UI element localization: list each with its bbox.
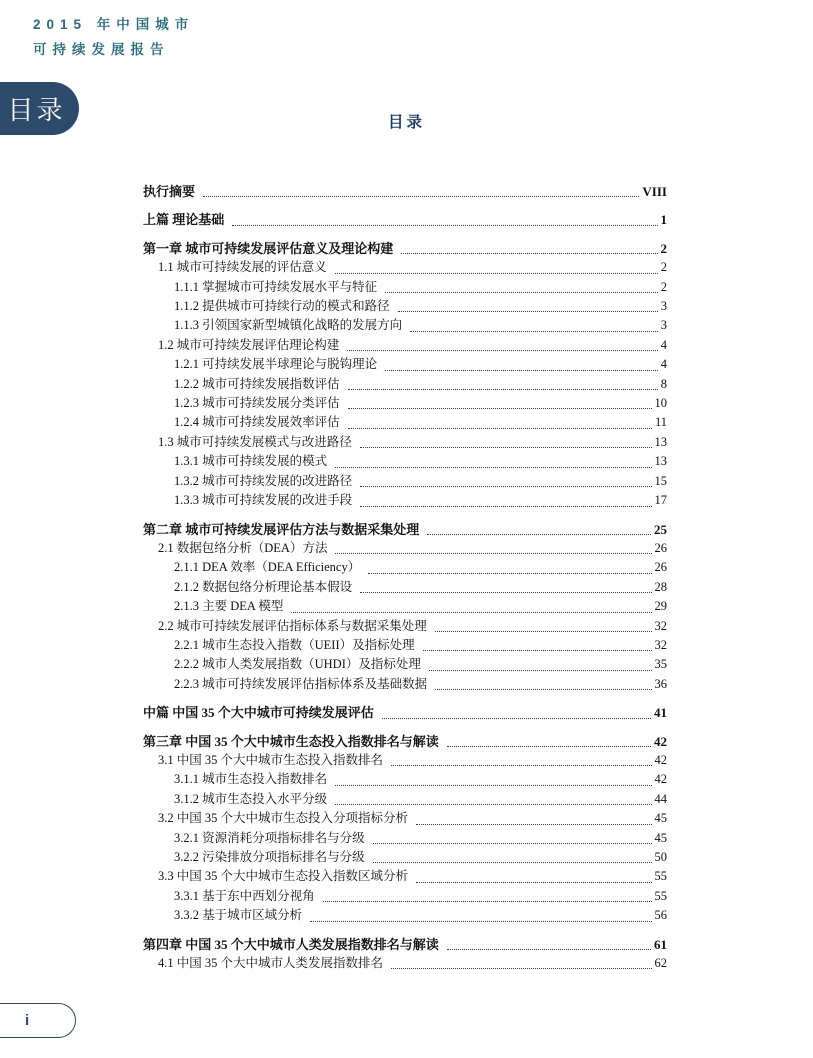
toc-entry-label: 第二章 城市可持续发展评估方法与数据采集处理 — [143, 521, 420, 537]
toc-entry-label: 3.3 中国 35 个大中城市生态投入指数区域分析 — [158, 869, 409, 884]
dot-leader — [347, 350, 657, 351]
toc-entry-label: 3.2 中国 35 个大中城市生态投入分项指标分析 — [158, 811, 409, 826]
toc-entry-page: 2 — [660, 260, 667, 275]
dot-leader — [416, 882, 651, 883]
toc-entry — [143, 472, 667, 491]
toc-entry-page: 3 — [660, 318, 667, 333]
toc-entry-page: 15 — [654, 473, 667, 488]
toc-entry-label: 1.1 城市可持续发展的评估意义 — [158, 260, 327, 275]
dot-leader — [429, 670, 652, 671]
toc-entry — [143, 790, 667, 809]
toc-entry-label: 2.1.3 主要 DEA 模型 — [174, 599, 284, 614]
toc-entry — [143, 935, 667, 954]
dot-leader — [435, 689, 651, 690]
toc-entry-label: 1.2.1 可持续发展半球理论与脱钩理论 — [174, 357, 378, 372]
dot-leader — [348, 389, 658, 390]
toc-entry-page: 55 — [654, 869, 667, 884]
toc-entry-page: 13 — [654, 434, 667, 449]
toc-entry — [143, 829, 667, 848]
toc-entry-page: 32 — [654, 618, 667, 633]
toc-entry — [143, 433, 667, 452]
toc-entry — [143, 617, 667, 636]
dot-leader — [310, 921, 651, 922]
toc-entry-label: 第四章 中国 35 个大中城市人类发展指数排名与解读 — [143, 936, 439, 952]
toc-entry-label: 4.1 中国 35 个大中城市人类发展指数排名 — [158, 956, 384, 971]
toc-entry-label: 3.2.2 污染排放分项指标排名与分级 — [174, 850, 365, 864]
toc-entry-label: 2.2.3 城市可持续发展评估指标体系及基础数据 — [174, 676, 428, 691]
dot-leader — [382, 718, 651, 719]
toc-entry-page: 42 — [654, 772, 667, 787]
toc-entry-page: VIII — [642, 184, 667, 199]
toc-entry — [143, 655, 667, 674]
toc-entry-page: 32 — [654, 637, 667, 652]
toc-entry-page: 29 — [654, 599, 667, 614]
toc-entry-page: 10 — [654, 396, 667, 411]
dot-leader — [360, 486, 651, 487]
toc-entry-page: 45 — [654, 830, 667, 845]
toc-entry — [143, 239, 667, 258]
dot-leader — [348, 408, 652, 409]
toc-entry-label: 第一章 城市可持续发展评估意义及理论构建 — [143, 240, 394, 256]
toc-entry — [143, 336, 667, 355]
toc-entry — [143, 413, 667, 432]
dot-leader — [291, 612, 651, 613]
toc-entry — [143, 316, 667, 335]
toc-entry — [143, 355, 667, 374]
toc-entry — [143, 770, 667, 789]
dot-leader — [348, 428, 652, 429]
toc-entry-label: 3.1.1 城市生态投入指数排名 — [174, 772, 328, 787]
toc-entry-page: 56 — [654, 908, 667, 923]
page-title: 目录 — [387, 114, 425, 131]
dot-leader — [373, 862, 652, 863]
toc-entry — [143, 597, 667, 616]
dot-leader — [232, 225, 657, 226]
toc-entry — [143, 703, 667, 722]
dot-leader — [427, 534, 651, 535]
toc-entry-label: 3.3.2 基于城市区域分析 — [174, 908, 303, 923]
report-title — [33, 12, 194, 62]
dot-leader — [401, 253, 657, 254]
toc-entry-page: 44 — [654, 791, 667, 806]
toc-entry-label: 1.1.3 引领国家新型城镇化战略的发展方向 — [174, 318, 403, 333]
toc-entry-page: 3 — [660, 299, 667, 314]
dot-leader — [435, 631, 652, 632]
toc-entry-page: 1 — [660, 212, 667, 228]
report-title-line1: 2015 年中国城市 — [33, 17, 195, 32]
toc-entry — [143, 491, 667, 510]
toc-entry-label: 1.1.2 提供城市可持续行动的模式和路径 — [174, 299, 390, 314]
toc-entry-label: 2.1 数据包络分析（DEA）方法 — [158, 540, 328, 555]
toc-entry-page: 25 — [654, 521, 667, 537]
dot-leader — [335, 273, 658, 274]
toc-entry — [143, 182, 667, 201]
toc-entry-page: 2 — [660, 240, 667, 256]
toc-entry — [143, 887, 667, 906]
dot-leader — [323, 901, 652, 902]
toc-entry-page: 26 — [654, 540, 667, 555]
footer-page-number-pill — [0, 1003, 76, 1038]
toc-entry-label: 第三章 中国 35 个大中城市生态投入指数排名与解读 — [143, 733, 439, 749]
toc-entry-label: 1.1.1 掌握城市可持续发展水平与特征 — [174, 279, 378, 294]
dot-leader — [360, 506, 651, 507]
toc-entry-page: 26 — [654, 560, 667, 575]
toc-entry-label: 1.3 城市可持续发展模式与改进路径 — [158, 434, 352, 449]
toc-entry-page: 42 — [654, 733, 667, 749]
toc-entry-page: 13 — [654, 454, 667, 469]
toc-entry-label: 1.3.3 城市可持续发展的改进手段 — [174, 493, 353, 508]
dot-leader — [423, 650, 652, 651]
toc-entry — [143, 520, 667, 539]
toc-entry — [143, 848, 667, 867]
toc-entry-page: 61 — [654, 936, 667, 952]
toc-entry-label: 3.1 中国 35 个大中城市生态投入指数排名 — [158, 752, 384, 767]
dot-leader — [447, 746, 651, 747]
dot-leader — [373, 843, 652, 844]
toc-entry-label: 执行摘要 — [143, 184, 196, 199]
dot-leader — [416, 824, 651, 825]
dot-leader — [360, 592, 651, 593]
toc-entry — [143, 906, 667, 925]
toc-entry-label: 上篇 理论基础 — [143, 212, 225, 228]
toc-entry-page: 41 — [654, 705, 667, 721]
toc-entry-label: 3.2.1 资源消耗分项指标排名与分级 — [174, 830, 365, 845]
toc-entry — [143, 558, 667, 577]
toc-entry-label: 1.2.3 城市可持续发展分类评估 — [174, 396, 340, 411]
toc-entry — [143, 636, 667, 655]
toc-entry-label: 1.3.1 城市可持续发展的模式 — [174, 454, 328, 469]
toc-entry — [143, 539, 667, 558]
toc-entry-page: 28 — [654, 579, 667, 594]
toc-entry-label: 2.1.2 数据包络分析理论基本假设 — [174, 579, 353, 594]
toc-entry-page: 8 — [660, 376, 667, 391]
toc-tab-label: 目录 — [7, 95, 66, 125]
dot-leader — [385, 370, 658, 371]
toc-entry-page: 42 — [654, 752, 667, 767]
toc-entry-label: 2.2.1 城市生态投入指数（UEII）及指标处理 — [174, 637, 415, 652]
dot-leader — [410, 331, 658, 332]
toc-entry — [143, 954, 667, 973]
toc-entry — [143, 278, 667, 297]
dot-leader — [203, 196, 639, 197]
toc-entry — [143, 452, 667, 471]
toc-entry-label: 1.2 城市可持续发展评估理论构建 — [158, 337, 340, 352]
toc-entry-label: 2.2.2 城市人类发展指数（UHDI）及指标处理 — [174, 657, 421, 672]
toc-entry — [143, 210, 667, 229]
toc-entry-page: 4 — [660, 337, 667, 352]
toc-entry — [143, 732, 667, 751]
toc-entry-page: 45 — [654, 811, 667, 826]
dot-leader — [335, 553, 651, 554]
toc-entry — [143, 297, 667, 316]
toc-entry-page: 17 — [654, 493, 667, 508]
toc-entry-label: 1.2.2 城市可持续发展指数评估 — [174, 376, 340, 391]
dot-leader — [360, 447, 652, 448]
toc-entry — [143, 751, 667, 770]
toc-entry-page: 55 — [654, 888, 667, 903]
dot-leader — [391, 968, 651, 969]
report-title-line2: 可持续发展报告 — [33, 42, 170, 57]
toc-entry-page: 36 — [654, 676, 667, 691]
dot-leader — [335, 804, 651, 805]
dot-leader — [368, 573, 651, 574]
toc-entry-label: 2.1.1 DEA 效率（DEA Efficiency） — [174, 560, 361, 575]
dot-leader — [385, 292, 658, 293]
toc-entry — [143, 809, 667, 828]
toc-entry-page: 35 — [654, 657, 667, 672]
dot-leader — [335, 467, 651, 468]
toc-entry-page: 4 — [660, 357, 667, 372]
dot-leader — [398, 311, 658, 312]
table-of-contents — [143, 173, 667, 973]
toc-entry — [143, 258, 667, 277]
toc-entry-page: 62 — [654, 956, 667, 971]
toc-entry — [143, 675, 667, 694]
toc-entry-label: 1.3.2 城市可持续发展的改进路径 — [174, 473, 353, 488]
toc-entry-label: 中篇 中国 35 个大中城市可持续发展评估 — [143, 705, 374, 721]
toc-entry — [143, 867, 667, 886]
toc-entry-page: 11 — [654, 415, 667, 430]
toc-entry-page: 2 — [660, 279, 667, 294]
toc-entry-label: 1.2.4 城市可持续发展效率评估 — [174, 415, 340, 430]
toc-entry-label: 3.1.2 城市生态投入水平分级 — [174, 791, 328, 806]
toc-entry-label: 2.2 城市可持续发展评估指标体系与数据采集处理 — [158, 618, 427, 633]
toc-entry — [143, 578, 667, 597]
toc-entry — [143, 375, 667, 394]
toc-entry-label: 3.3.1 基于东中西划分视角 — [174, 888, 315, 903]
dot-leader — [335, 785, 651, 786]
toc-entry-page: 50 — [654, 850, 667, 864]
dot-leader — [391, 765, 651, 766]
footer-page-number: i — [25, 1012, 30, 1029]
toc-entry — [143, 394, 667, 413]
dot-leader — [447, 949, 651, 950]
